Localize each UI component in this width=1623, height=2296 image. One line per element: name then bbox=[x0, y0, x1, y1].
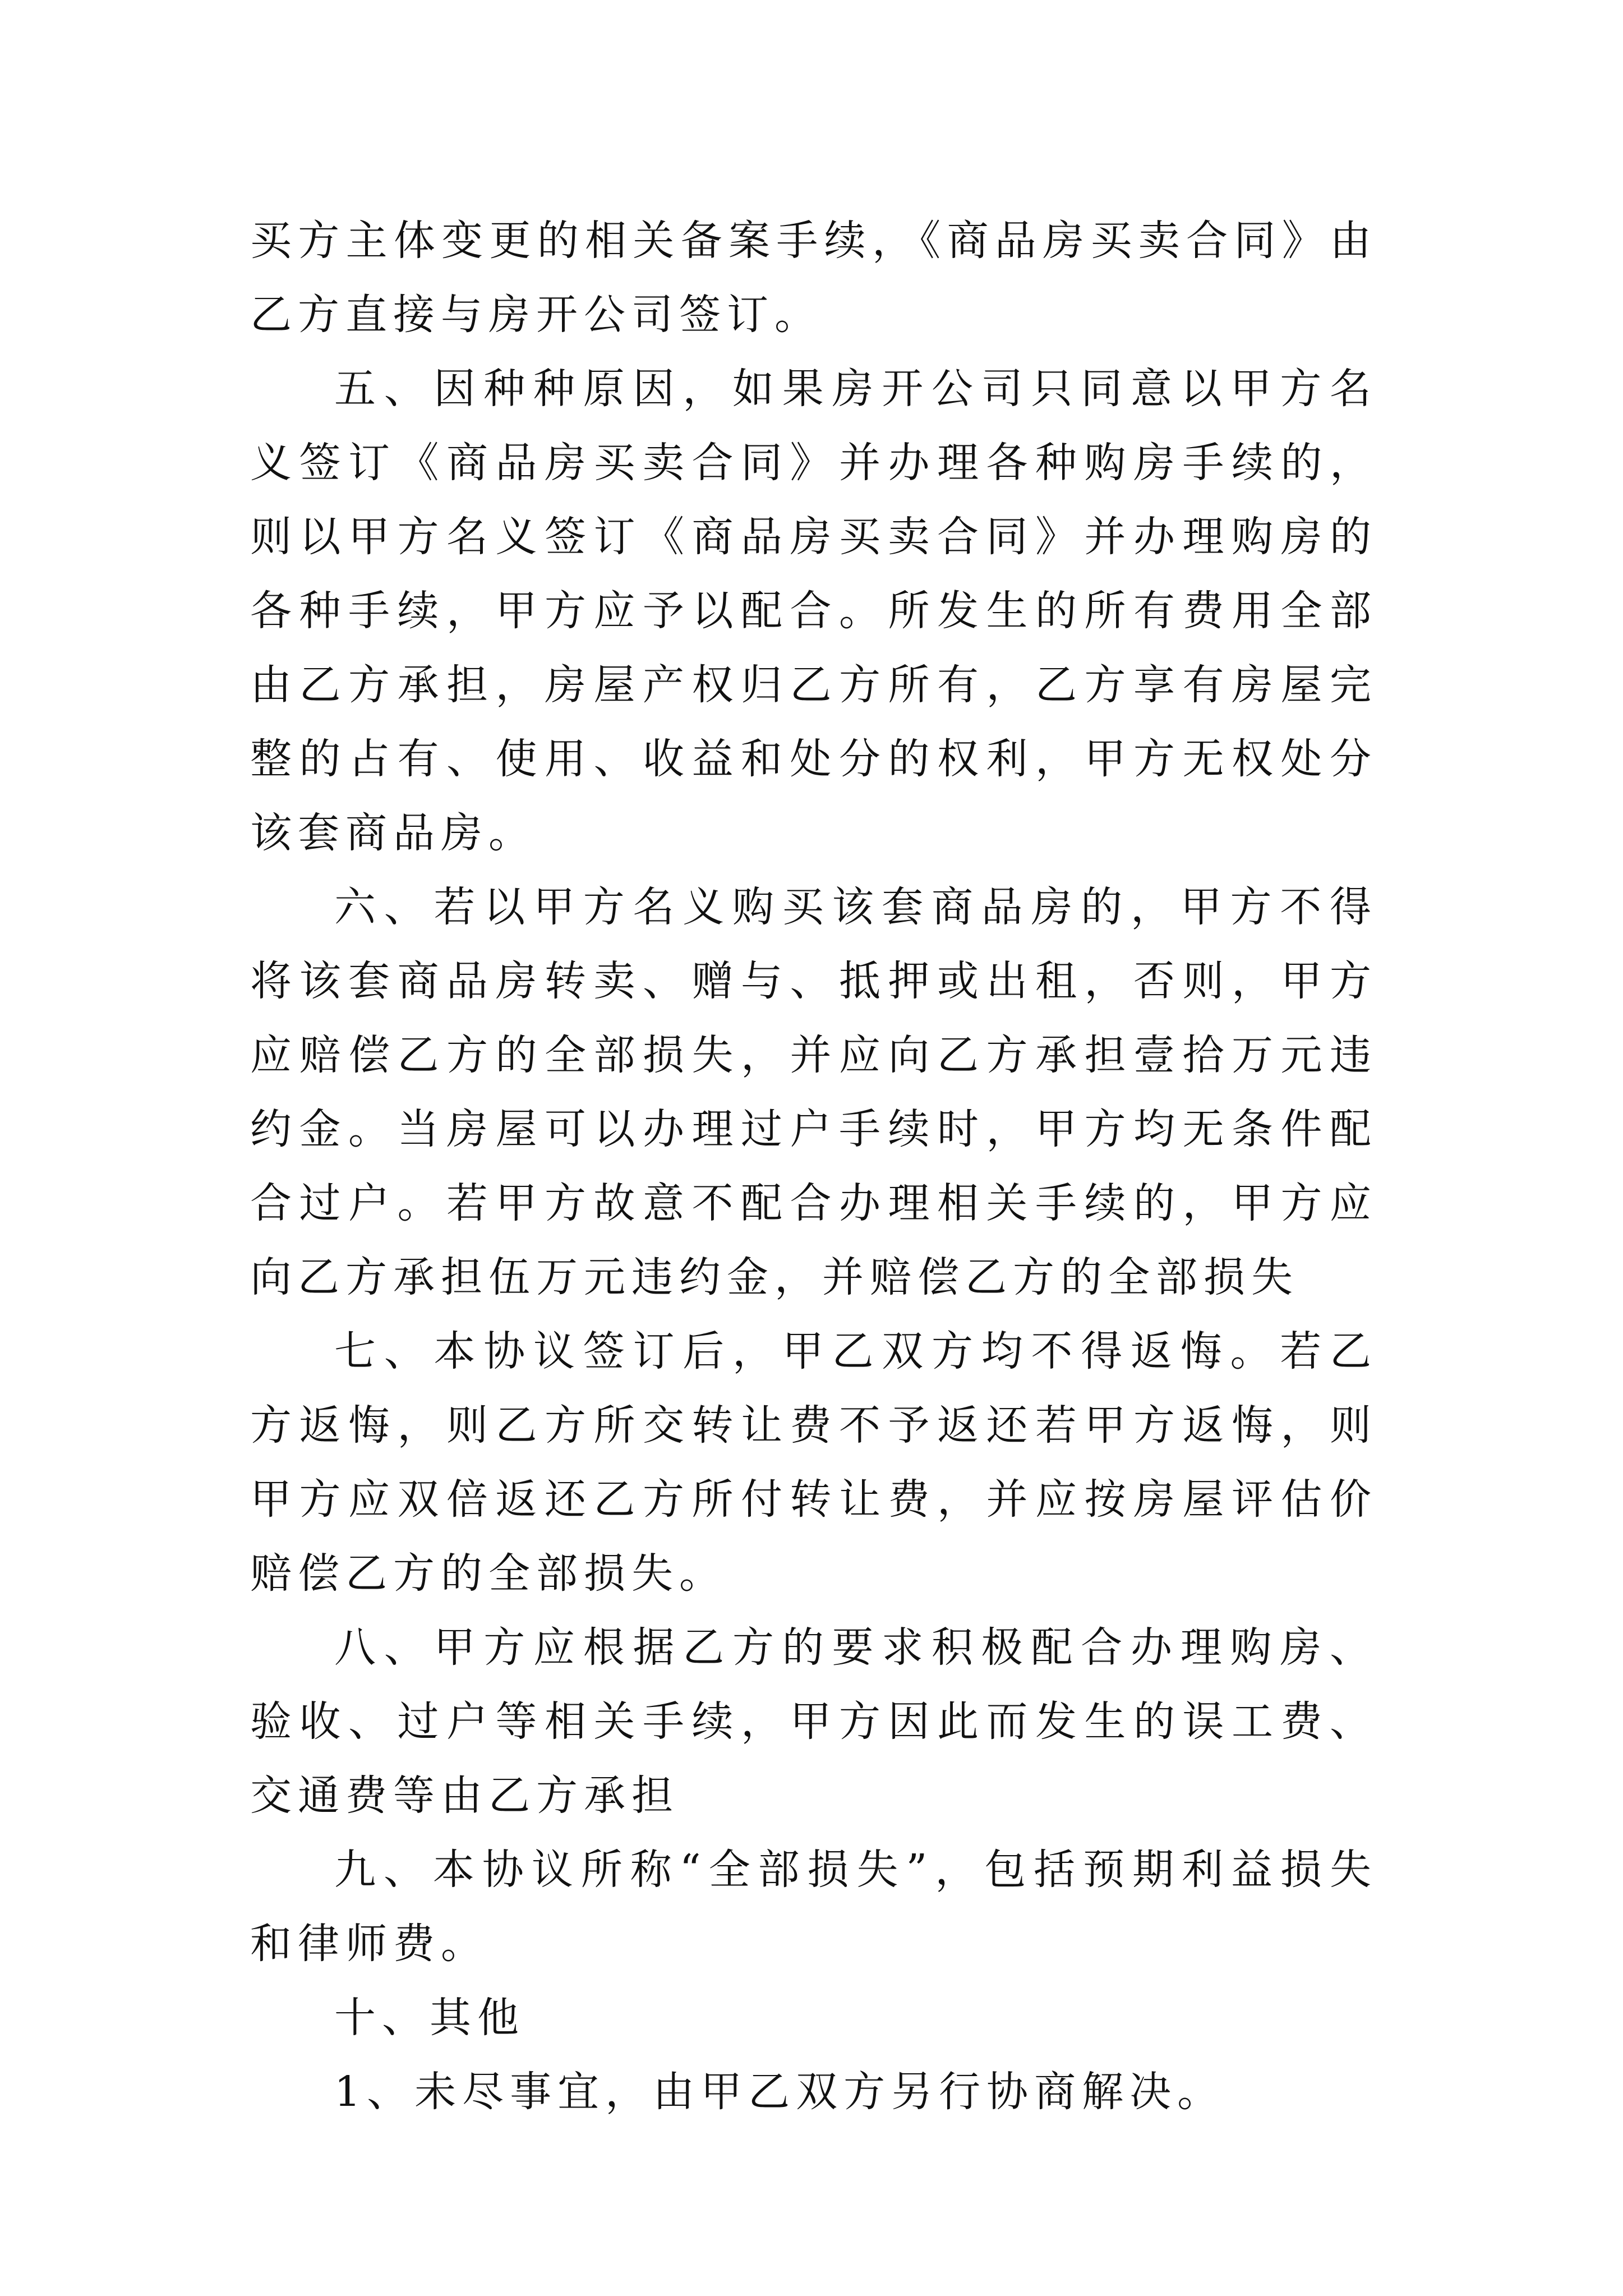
paragraph-clause-7: 七、本协议签订后，甲乙双方均不得返悔。若乙方返悔，则乙方所交转让费不予返还若甲方返悔，则甲方应双倍返还乙方所付转让费，并应按房屋评估价赔偿乙方的全部损失。 bbox=[250, 1327, 1377, 1598]
paragraph-clause-10-item-1: 1、未尽事宜，由甲乙双方另行协商解决。 bbox=[334, 2068, 1225, 2116]
paragraph-continuation: 买方主体变更的相关备案手续，《商品房买卖合同》由乙方直接与房开公司签订。 bbox=[250, 217, 1377, 339]
paragraph-clause-8: 八、甲方应根据乙方的要求积极配合办理购房、验收、过户等相关手续，甲方因此而发生的误工费、交通费等由乙方承担 bbox=[250, 1623, 1377, 1820]
paragraph-clause-10: 十、其他 bbox=[334, 1994, 525, 2042]
paragraph-clause-5: 五、因种种原因，如果房开公司只同意以甲方名义签订《商品房买卖合同》并办理各种购房手续的，则以甲方名义签订《商品房买卖合同》并办理购房的各种手续，甲方应予以配合。所发生的所有费用全部由乙方承担，房屋产权归乙方所有，乙方享有房屋完整的占有、使用、收益和处分的权利，甲方无权处分该套商品房。 bbox=[250, 365, 1377, 857]
paragraph-clause-6: 六、若以甲方名义购买该套商品房的，甲方不得将该套商品房转卖、赠与、抵押或出租，否则，甲方应赔偿乙方的全部损失，并应向乙方承担壹拾万元违约金。当房屋可以办理过户手续时，甲方均无条件配合过户。若甲方故意不配合办理相关手续的，甲方应向乙方承担伍万元违约金，并赔偿乙方的全部损失 bbox=[250, 883, 1377, 1301]
paragraph-clause-9: 九、本协议所称“全部损失”，包括预期利益损失和律师费。 bbox=[250, 1846, 1377, 1968]
document-body bbox=[250, 204, 1377, 2129]
